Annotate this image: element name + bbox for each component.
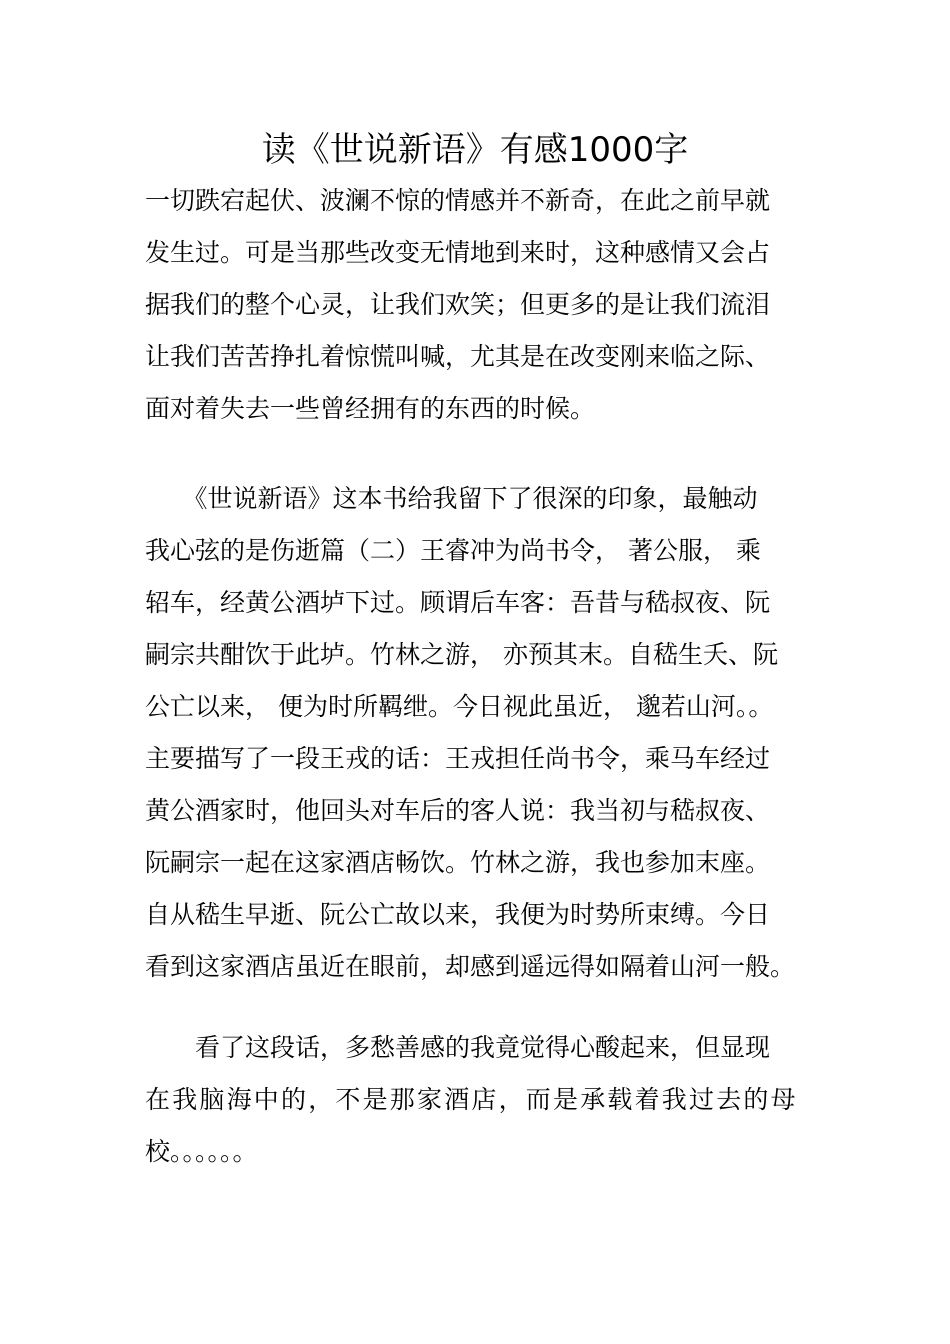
paragraph-line: 在我脑海中的，不是那家酒店，而是承载着我过去的母 — [145, 1085, 798, 1114]
paragraph-line: 《世说新语》这本书给我留下了很深的印象，最触动 — [145, 484, 758, 513]
paragraph-line: 据我们的整个心灵，让我们欢笑；但更多的是让我们流泪 — [145, 290, 771, 319]
paragraph-line: 让我们苦苦挣扎着惊慌叫喊，尤其是在改变刚来临之际、 — [145, 342, 771, 371]
document-title: 读《世说新语》有感1000字 — [261, 130, 689, 170]
paragraph-line: 阮嗣宗一起在这家酒店畅饮。竹林之游，我也参加末座。 — [145, 848, 771, 877]
paragraph-line: 看了这段话，多愁善感的我竟觉得心酸起来，但显现 — [145, 1033, 771, 1062]
paragraph-line: 轺车，经黄公酒垆下过。顾谓后车客：吾昔与嵇叔夜、阮 — [145, 588, 771, 617]
paragraph-line: 公亡以来， 便为时所羁绁。今日视此虽近， 邈若山河。。 — [145, 692, 774, 721]
paragraph-line: 看到这家酒店虽近在眼前，却感到遥远得如隔着山河一般。 — [145, 952, 796, 981]
paragraph-2 — [145, 473, 825, 993]
paragraph-line: 黄公酒家时，他回头对车后的客人说：我当初与嵇叔夜、 — [145, 796, 771, 825]
paragraph-line: 面对着失去一些曾经拥有的东西的时候。 — [145, 394, 596, 423]
paragraph-line: 自从嵇生早逝、阮公亡故以来，我便为时势所束缚。今日 — [145, 900, 771, 929]
paragraph-3 — [145, 1022, 825, 1178]
paragraph-line: 一切跌宕起伏、波澜不惊的情感并不新奇，在此之前早就 — [145, 186, 771, 215]
paragraph-line: 我心弦的是伤逝篇（二）王睿冲为尚书令， 著公服， 乘 — [145, 536, 761, 565]
paragraph-line: 嗣宗共酣饮于此垆。竹林之游， 亦预其末。自嵇生夭、阮 — [145, 640, 778, 669]
paragraph-line: 主要描写了一段王戎的话：王戎担任尚书令，乘马车经过 — [145, 744, 771, 773]
paragraph-1 — [145, 175, 825, 435]
paragraph-line: 校。。。。。。 — [145, 1137, 258, 1166]
paragraph-line: 发生过。可是当那些改变无情地到来时，这种感情又会占 — [145, 238, 771, 267]
